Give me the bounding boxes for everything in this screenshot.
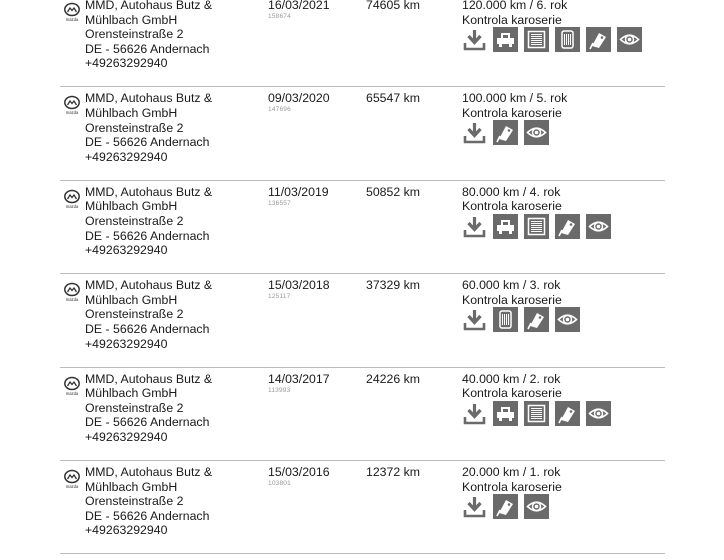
dealer-address — [85, 465, 212, 538]
car-icon[interactable] — [493, 27, 518, 52]
svg-text:mazda: mazda — [65, 17, 79, 22]
list-item — [0, 368, 724, 461]
service-interval: 20.000 km / 1. rok — [462, 464, 561, 479]
list-item — [0, 461, 724, 554]
service-interval: 120.000 km / 6. rok — [462, 0, 568, 12]
service-check: Kontrola karoserie — [462, 199, 562, 214]
service-icons — [462, 120, 549, 145]
service-date: 15/03/2018 — [268, 278, 330, 293]
mileage: 12372 km — [366, 464, 421, 479]
download-icon[interactable] — [462, 307, 487, 332]
dealer-line: Mühlbach GmbH — [85, 105, 178, 120]
service-icons — [462, 214, 611, 239]
svg-text:mazda: mazda — [65, 390, 79, 396]
air-filter-icon[interactable] — [524, 214, 549, 239]
service-icons — [462, 494, 549, 519]
eye-icon[interactable] — [586, 401, 611, 426]
service-description — [462, 372, 562, 401]
document-id: 158674 — [268, 13, 291, 20]
eye-icon[interactable] — [617, 27, 642, 52]
service-description — [462, 278, 562, 307]
dealer-line: Orensteinstraße 2 — [85, 27, 184, 42]
download-icon[interactable] — [462, 214, 487, 239]
list-item — [0, 181, 724, 274]
service-interval: 80.000 km / 4. rok — [462, 184, 561, 199]
svg-text:mazda: mazda — [65, 483, 79, 489]
service-date: 14/03/2017 — [268, 371, 330, 386]
dealer-line: Orensteinstraße 2 — [85, 307, 184, 322]
dealer-address — [85, 278, 212, 351]
dealer-line: Mühlbach GmbH — [85, 479, 178, 494]
list-item — [0, 87, 724, 180]
brake-pad-icon[interactable] — [555, 401, 580, 426]
service-date: 11/03/2019 — [268, 184, 329, 199]
air-filter-icon[interactable] — [524, 27, 549, 52]
dealer-address — [85, 91, 212, 164]
service-description — [462, 185, 562, 214]
mileage: 24226 km — [366, 371, 421, 386]
mazda-logo-icon — [62, 282, 82, 302]
dealer-line: +49263292940 — [85, 429, 168, 444]
dealer-line: Orensteinstraße 2 — [85, 213, 184, 228]
list-item — [0, 274, 724, 367]
document-id: 103801 — [268, 479, 291, 487]
service-description — [462, 465, 562, 494]
svg-text:mazda: mazda — [65, 297, 79, 303]
mazda-logo-icon — [62, 2, 82, 22]
dealer-line: MMD, Autohaus Butz & — [85, 0, 213, 12]
service-interval: 60.000 km / 3. rok — [462, 278, 561, 293]
dealer-line: Mühlbach GmbH — [85, 386, 178, 401]
eye-icon[interactable] — [524, 494, 549, 519]
dealer-address — [85, 185, 212, 258]
dealer-line: DE - 56626 Andernach — [85, 228, 210, 243]
brake-pad-icon[interactable] — [524, 307, 549, 332]
download-icon[interactable] — [462, 27, 487, 52]
dealer-line: MMD, Autohaus Butz & — [85, 464, 213, 479]
dealer-line: Mühlbach GmbH — [85, 199, 178, 214]
mazda-logo-icon — [62, 376, 82, 396]
svg-text:mazda: mazda — [65, 203, 79, 209]
car-icon[interactable] — [493, 401, 518, 426]
mileage: 37329 km — [366, 278, 421, 293]
eye-icon[interactable] — [555, 307, 580, 332]
dealer-line: +49263292940 — [85, 336, 168, 351]
dealer-line: MMD, Autohaus Butz & — [85, 91, 213, 106]
brake-pad-icon[interactable] — [555, 214, 580, 239]
service-icons — [462, 401, 611, 426]
mazda-logo-icon — [62, 95, 82, 115]
service-date: 15/03/2016 — [268, 464, 330, 479]
service-interval: 100.000 km / 5. rok — [462, 91, 568, 106]
service-date: 09/03/2020 — [268, 91, 330, 106]
dealer-line: Mühlbach GmbH — [85, 12, 178, 27]
dealer-line: +49263292940 — [85, 243, 168, 258]
list-item — [0, 0, 724, 87]
dealer-address — [85, 0, 212, 71]
mileage: 65547 km — [366, 91, 421, 106]
service-check: Kontrola karoserie — [462, 479, 562, 494]
document-id: 136557 — [268, 199, 291, 207]
service-check: Kontrola karoserie — [462, 105, 562, 120]
dealer-line: MMD, Autohaus Butz & — [85, 278, 213, 293]
service-description — [462, 91, 567, 120]
service-interval: 40.000 km / 2. rok — [462, 371, 561, 386]
download-icon[interactable] — [462, 494, 487, 519]
dealer-line: DE - 56626 Andernach — [85, 321, 210, 336]
mileage: 50852 km — [366, 184, 421, 199]
dealer-line: MMD, Autohaus Butz & — [85, 371, 213, 386]
dealer-line: +49263292940 — [85, 56, 168, 71]
dealer-line: Orensteinstraße 2 — [85, 494, 184, 509]
download-icon[interactable] — [462, 120, 487, 145]
service-icons — [462, 27, 642, 52]
air-filter-icon[interactable] — [524, 401, 549, 426]
svg-text:mazda: mazda — [65, 110, 79, 116]
document-id: 147696 — [268, 106, 291, 114]
dealer-line: DE - 56626 Andernach — [85, 135, 210, 150]
dealer-line: DE - 56626 Andernach — [85, 41, 210, 56]
eye-icon[interactable] — [586, 214, 611, 239]
service-icons — [462, 307, 580, 332]
brake-pad-icon[interactable] — [586, 27, 611, 52]
dealer-line: Mühlbach GmbH — [85, 292, 178, 307]
car-icon[interactable] — [493, 214, 518, 239]
dealer-address — [85, 372, 212, 445]
service-check: Kontrola karoserie — [462, 12, 562, 27]
dealer-line: DE - 56626 Andernach — [85, 415, 210, 430]
dealer-line: +49263292940 — [85, 149, 168, 164]
service-date: 16/03/2021 — [268, 0, 330, 12]
eye-icon[interactable] — [524, 120, 549, 145]
mazda-logo-icon — [62, 189, 82, 209]
document-id: 113993 — [268, 386, 291, 394]
mazda-logo-icon — [62, 469, 82, 489]
mileage: 74605 km — [366, 0, 421, 12]
service-check: Kontrola karoserie — [462, 386, 562, 401]
brake-pad-icon[interactable] — [493, 120, 518, 145]
dealer-line: DE - 56626 Andernach — [85, 508, 210, 523]
dealer-line: Orensteinstraße 2 — [85, 400, 184, 415]
service-description — [462, 0, 567, 27]
service-check: Kontrola karoserie — [462, 292, 562, 307]
dealer-line: MMD, Autohaus Butz & — [85, 184, 213, 199]
oil-filter-icon[interactable] — [493, 307, 518, 332]
oil-filter-icon[interactable] — [555, 27, 580, 52]
download-icon[interactable] — [462, 401, 487, 426]
row-divider — [60, 553, 665, 554]
brake-pad-icon[interactable] — [493, 494, 518, 519]
dealer-line: Orensteinstraße 2 — [85, 120, 184, 135]
dealer-line: +49263292940 — [85, 523, 168, 538]
document-id: 125117 — [268, 293, 291, 301]
